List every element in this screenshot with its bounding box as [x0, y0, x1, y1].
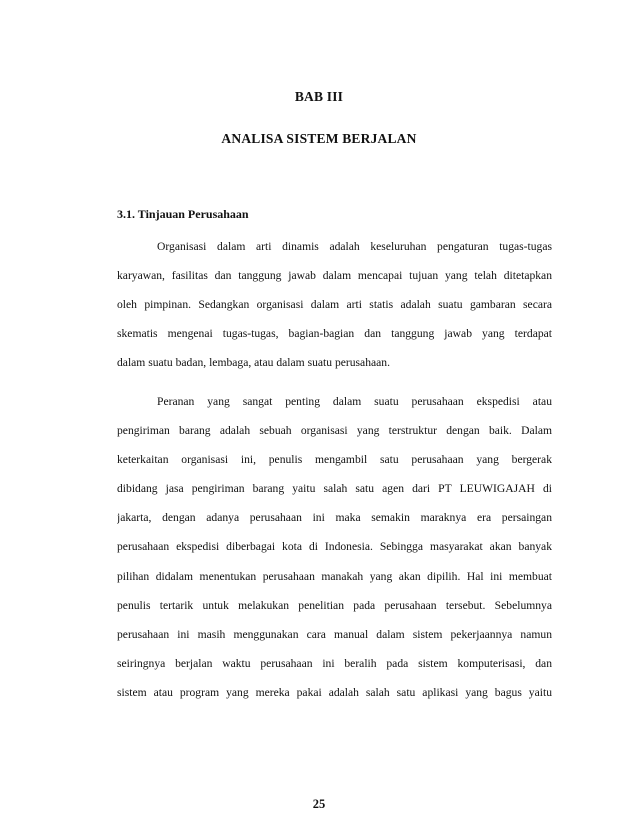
- chapter-number: BAB III: [294, 89, 344, 104]
- paragraph-1: [117, 238, 552, 383]
- paragraph-line: jakarta, dengan adanya perusahaan ini maka semakin maraknya era persaingan: [117, 511, 552, 525]
- paragraph-line: skematis mengenai tugas-tugas, bagian-bagian dan tanggung jawab yang terdapat: [117, 327, 552, 341]
- paragraph-line: dalam suatu badan, lembaga, atau dalam suatu perusahaan.: [117, 356, 390, 370]
- section-heading: 3.1. Tinjauan Perusahaan: [117, 207, 249, 221]
- paragraph-line: sistem atau program yang mereka pakai adalah salah satu aplikasi yang bagus yaitu: [117, 685, 552, 699]
- paragraph-line: seiringnya berjalan waktu perusahaan ini beralih pada sistem komputerisasi, dan: [117, 656, 552, 670]
- paragraph-line: keterkaitan organisasi ini, penulis mengambil satu perusahaan yang bergerak: [117, 453, 552, 467]
- paragraph-line: pilihan didalam menentukan perusahaan manakah yang akan dipilih. Hal ini membuat: [117, 569, 552, 583]
- page-number: 25: [312, 797, 326, 811]
- chapter-title: ANALISA SISTEM BERJALAN: [221, 131, 417, 146]
- paragraph-line: pengiriman barang adalah sebuah organisasi yang terstruktur dengan baik. Dalam: [117, 424, 552, 438]
- paragraph-line: dibidang jasa pengiriman barang yaitu salah satu agen dari PT LEUWIGAJAH di: [117, 482, 552, 496]
- paragraph-2: [117, 393, 552, 713]
- paragraph-line: Organisasi dalam arti dinamis adalah keseluruhan pengaturan tugas-tugas: [157, 240, 552, 253]
- paragraph-line: Peranan yang sangat penting dalam suatu perusahaan ekspedisi atau: [157, 395, 552, 408]
- paragraph-line: perusahaan ekspedisi diberbagai kota di Indonesia. Sebingga masyarakat akan banyak: [117, 540, 552, 554]
- paragraph-line: oleh pimpinan. Sedangkan organisasi dalam arti statis adalah suatu gambaran secara: [117, 298, 552, 312]
- paragraph-line: penulis tertarik untuk melakukan penelitian pada perusahaan tersebut. Sebelumnya: [117, 598, 552, 612]
- paragraph-line: perusahaan ini masih menggunakan cara manual dalam sistem pekerjaannya namun: [117, 627, 552, 641]
- paragraph-line: karyawan, fasilitas dan tanggung jawab dalam mencapai tujuan yang telah ditetapkan: [117, 269, 552, 283]
